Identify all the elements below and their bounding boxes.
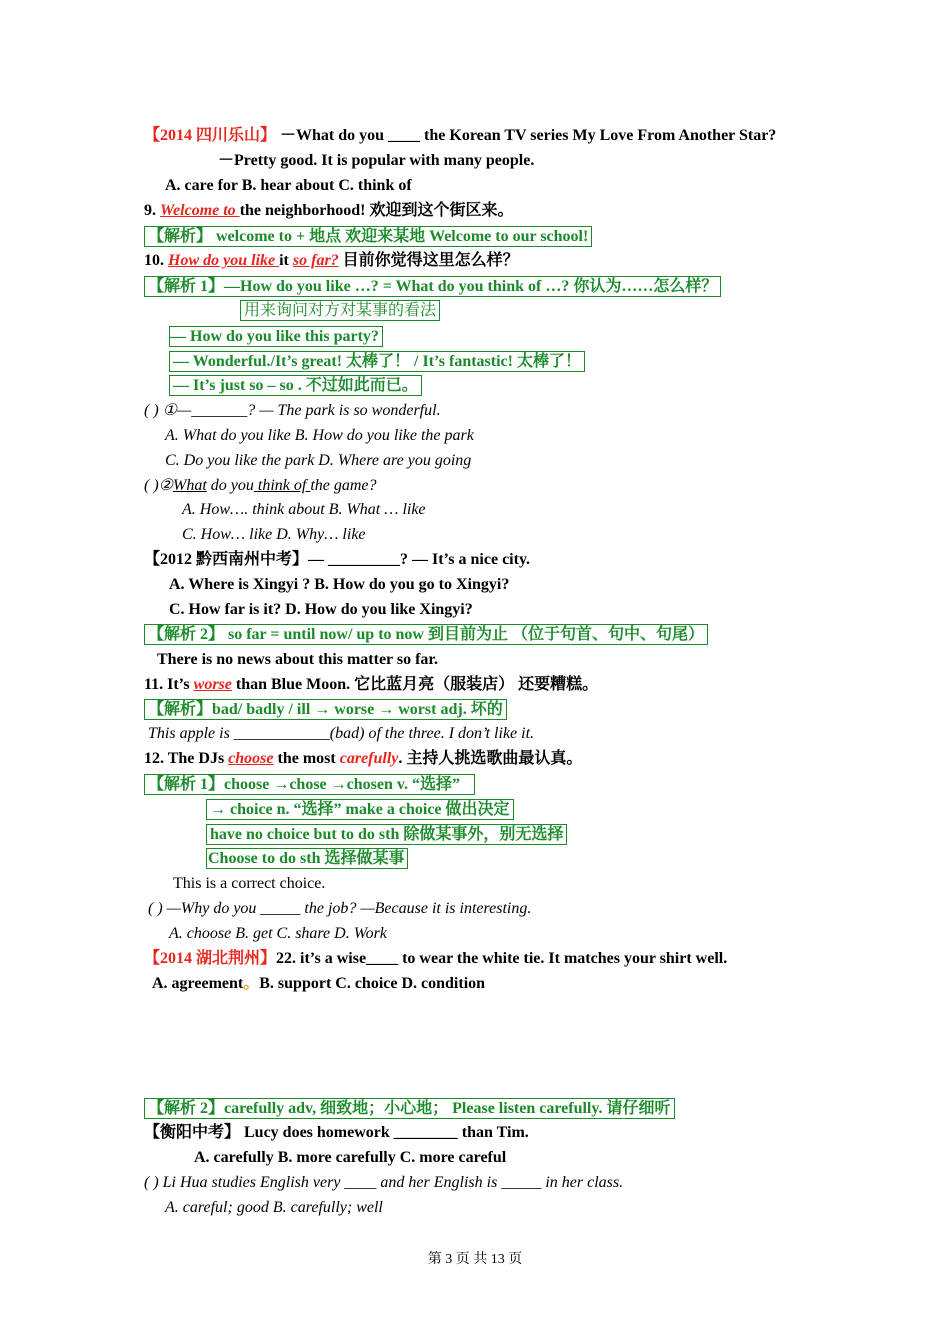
underlined-word: think of <box>253 477 311 494</box>
key-phrase: so far? <box>292 252 339 269</box>
options-line: A. How…. think about B. What … like <box>182 501 426 518</box>
source-tag: 【2014 四川乐山】 <box>144 127 277 144</box>
example-text: — How do you like this party? <box>169 326 383 347</box>
analysis-text: → choice n. “选择” make a choice 做出决定 <box>206 799 514 820</box>
answer-line: －Pretty good. It is popular with many people. <box>218 152 535 169</box>
analysis-text: have no choice but to do sth 除做某事外，别无选择 <box>206 824 567 845</box>
analysis-box <box>206 848 408 869</box>
question-text: －What do you ____ the Korean TV series My Love From Another Star? <box>276 127 777 144</box>
item-number: 9. <box>144 202 160 219</box>
analysis-box <box>240 300 440 321</box>
analysis-text: 【解析 2】carefully adv, 细致地；小心地； Please listen carefully. 请仔细听 <box>144 1098 675 1119</box>
underlined-word: What <box>173 477 207 494</box>
analysis-box <box>144 774 475 795</box>
punctuation: 。 <box>243 975 260 992</box>
options-line: C. How… like D. Why… like <box>182 526 366 543</box>
example-sentence: There is no news about this matter so far. <box>157 651 439 668</box>
sentence-text: 11. It’s <box>144 676 194 693</box>
sentence-text: . 主持人挑选歌曲最认真。 <box>398 750 583 767</box>
analysis-box <box>144 699 507 720</box>
item-number: 10. <box>144 252 168 269</box>
sentence-text: 目前你觉得这里怎么样？ <box>338 252 519 269</box>
source-tag: 【2014 湖北荆州】 <box>144 950 277 967</box>
key-phrase: How do you like <box>168 252 280 269</box>
exam-question: 【2012 黔西南州中考】— _________? — It’s a nice city. <box>144 551 531 568</box>
analysis-box <box>144 624 708 645</box>
key-phrase: choose <box>228 750 274 767</box>
analysis-box <box>206 824 567 845</box>
analysis-text: 【解析 1】—How do you like …? = What do you think of …? 你认为……怎么样？ <box>144 276 721 297</box>
sentence-11 <box>144 675 598 695</box>
options-line: A. carefully B. more carefully C. more careful <box>194 1149 507 1166</box>
options-line: A. care for B. hear about C. think of <box>165 177 412 194</box>
question-text: 22. it’s a wise____ to wear the white tie. It matches your shirt well. <box>276 950 728 967</box>
exercise-line: ( ) Li Hua studies English very ____ and her English is _____ in her class. <box>144 1174 624 1191</box>
sentence-text: than Blue Moon. 它比蓝月亮（服装店） 还要糟糕。 <box>231 676 599 693</box>
key-phrase: Welcome to <box>160 202 240 219</box>
exercise-text: the game? <box>310 477 377 494</box>
options-line: C. How far is it? D. How do you like Xingyi? <box>169 601 473 618</box>
example-text: — It’s just so – so . 不过如此而已。 <box>169 375 422 396</box>
options-line: A. Where is Xingyi ? B. How do you go to Xingyi? <box>169 576 510 593</box>
question-line <box>144 126 776 146</box>
sentence-9 <box>144 201 514 221</box>
sentence-text: the neighborhood! 欢迎到这个街区来。 <box>239 202 514 219</box>
exercise-line <box>144 476 377 496</box>
sentence-text: it <box>279 252 293 269</box>
bracket: ( )② <box>144 477 173 494</box>
options-line: A. careful; good B. carefully; well <box>165 1199 383 1216</box>
option-text: B. support C. choice D. condition <box>259 975 486 992</box>
exercise-text: do you <box>206 477 254 494</box>
sentence-text: the most <box>273 750 340 767</box>
example-box <box>169 375 422 396</box>
options-line: C. Do you like the park D. Where are you going <box>165 452 472 469</box>
exam-question: 【衡阳中考】 Lucy does homework ________ than Tim. <box>144 1124 529 1141</box>
exercise-line: ( ) —Why do you _____ the job? —Because it is interesting. <box>148 900 532 917</box>
exercise-line: ( ) ①—_______? — The park is so wonderful. <box>144 402 441 419</box>
analysis-box <box>144 226 592 247</box>
key-phrase: worse <box>193 676 232 693</box>
example-box <box>169 326 383 347</box>
analysis-text: Choose to do sth 选择做某事 <box>206 848 408 869</box>
example-box <box>169 351 585 372</box>
page-footer: 第 3 页 共 13 页 <box>427 1252 523 1267</box>
options-line: A. What do you like B. How do you like the park <box>165 427 474 444</box>
sentence-text: 12. The DJs <box>144 750 229 767</box>
exercise-line: This apple is ____________(bad) of the three. I don’t like it. <box>148 725 535 742</box>
option-text: A. agreement <box>152 975 244 992</box>
analysis-text: 用来询问对方对某事的看法 <box>240 300 440 321</box>
analysis-box <box>206 799 514 820</box>
exam-question <box>144 949 727 969</box>
analysis-text: 【解析】 welcome to + 地点 欢迎来某地 Welcome to our school! <box>144 226 592 247</box>
analysis-box <box>144 1098 675 1119</box>
analysis-box <box>144 276 721 297</box>
analysis-text: 【解析 2】 so far = until now/ up to now 到目前为止 （位于句首、句中、句尾） <box>144 624 708 645</box>
sentence-10 <box>144 251 519 271</box>
example-sentence: This is a correct choice. <box>173 875 326 892</box>
analysis-text: 【解析】bad/ badly / ill → worse → worst adj. 坏的 <box>144 699 507 720</box>
key-phrase: carefully <box>339 750 399 767</box>
options-line <box>152 974 485 994</box>
example-text: — Wonderful./It’s great! 太棒了！ / It’s fantastic! 太棒了！ <box>169 351 585 372</box>
analysis-text: 【解析 1】choose →chose →chosen v. “选择” <box>144 774 475 795</box>
options-line: A. choose B. get C. share D. Work <box>169 925 387 942</box>
sentence-12 <box>144 749 582 769</box>
